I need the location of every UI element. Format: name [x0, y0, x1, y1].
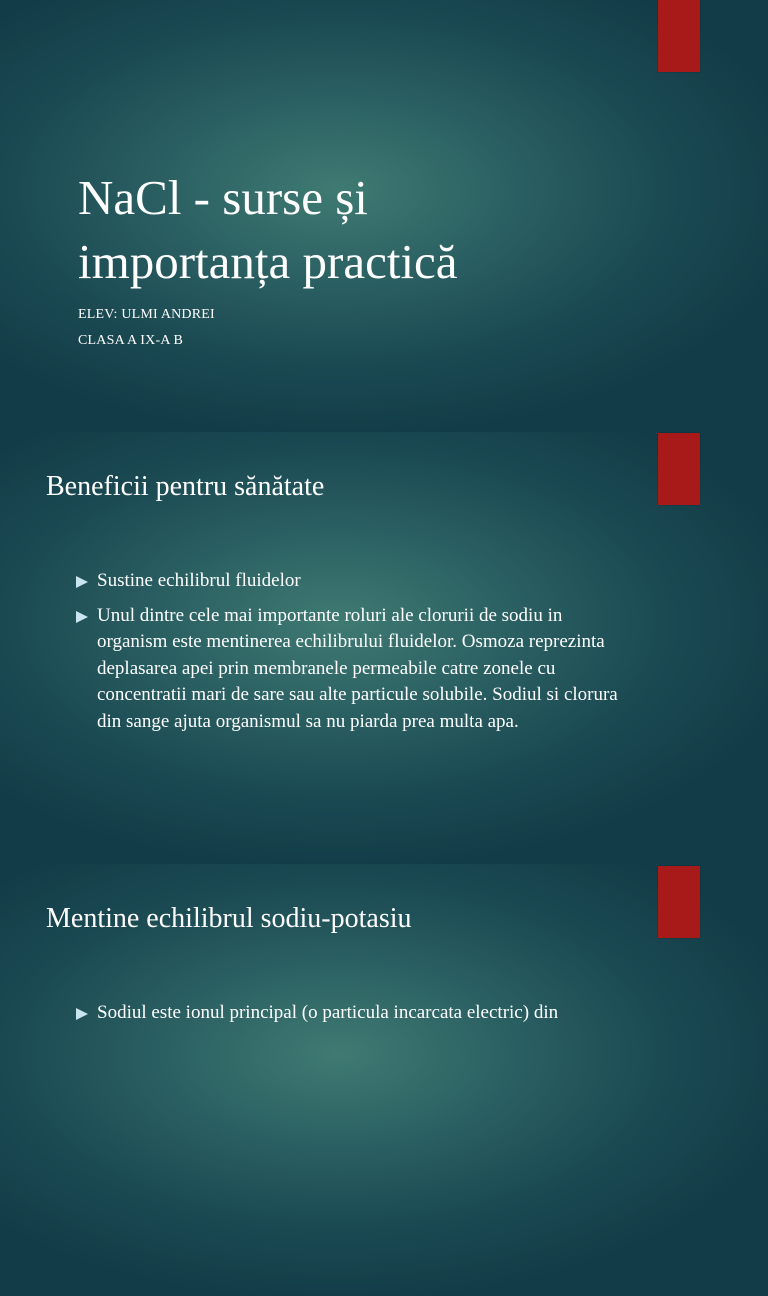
list-item [76, 568, 636, 595]
slide-title-heading [78, 166, 638, 294]
bullet-text: Sustine echilibrul fluidelor [97, 570, 301, 591]
student-name: ELEV: ULMI ANDREI [78, 307, 215, 322]
slide-heading: Mentine echilibrul sodiu-potasiu [46, 903, 412, 934]
accent-bar [658, 0, 700, 72]
list-item [76, 603, 636, 736]
triangle-right-icon [76, 576, 88, 588]
triangle-right-icon [76, 1008, 88, 1020]
title-line-2: importanța practică [78, 234, 458, 289]
slide-sodium-potassium [0, 864, 768, 1296]
slide-health-benefits [0, 432, 768, 864]
bullet-text: Sodiul este ionul principal (o particula incarcata electric) din [97, 1002, 559, 1023]
accent-bar [658, 433, 700, 505]
accent-bar [658, 866, 700, 938]
class-name: CLASA A IX-A B [78, 333, 184, 348]
title-line-1: NaCl - surse și [78, 170, 368, 225]
bullet-text: Unul dintre cele mai importante roluri ale clorurii de sodiu in organism este mentinerea echilibrului fluidelor. Osmoza reprezinta deplasarea apei prin membranele permeabile catre zonele cu concentratii mari de sare sau alte particule solubile. Sodiul si clorura din sange ajuta organismul sa nu piarda prea multa apa. [97, 604, 618, 732]
triangle-right-icon [76, 611, 88, 623]
slide-title [0, 0, 768, 432]
bullet-list [76, 568, 636, 743]
bullet-list [76, 1000, 636, 1035]
slide-heading: Beneficii pentru sănătate [46, 471, 325, 502]
list-item [76, 1000, 636, 1027]
